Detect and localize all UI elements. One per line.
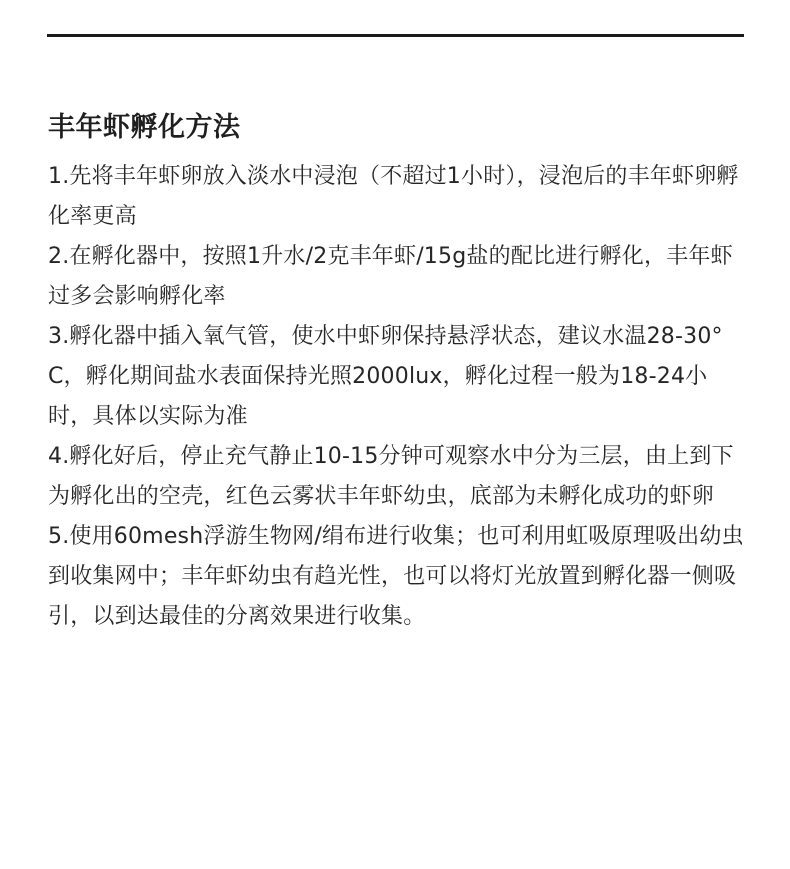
step-list [48,157,748,637]
article [48,108,748,637]
step-3: 3.孵化器中插入氧气管，使水中虾卵保持悬浮状态，建议水温28-30°C，孵化期间盐水表面保持光照2000lux，孵化过程一般为18-24小时，具体以实际为准 [48,324,723,429]
top-divider [47,34,744,37]
step-4: 4.孵化好后，停止充气静止10-15分钟可观察水中分为三层，由上到下为孵化出的空壳，红色云雾状丰年虾幼虫，底部为未孵化成功的虾卵 [48,444,734,509]
step-1: 1.先将丰年虾卵放入淡水中浸泡（不超过1小时），浸泡后的丰年虾卵孵化率更高 [48,164,739,229]
article-title: 丰年虾孵化方法 [48,112,241,143]
step-5: 5.使用60mesh浮游生物网/绢布进行收集；也可利用虹吸原理吸出幼虫到收集网中；丰年虾幼虫有趋光性，也可以将灯光放置到孵化器一侧吸引，以到达最佳的分离效果进行收集。 [48,524,744,629]
step-2: 2.在孵化器中，按照1升水/2克丰年虾/15g盐的配比进行孵化，丰年虾过多会影响孵化率 [48,244,733,309]
